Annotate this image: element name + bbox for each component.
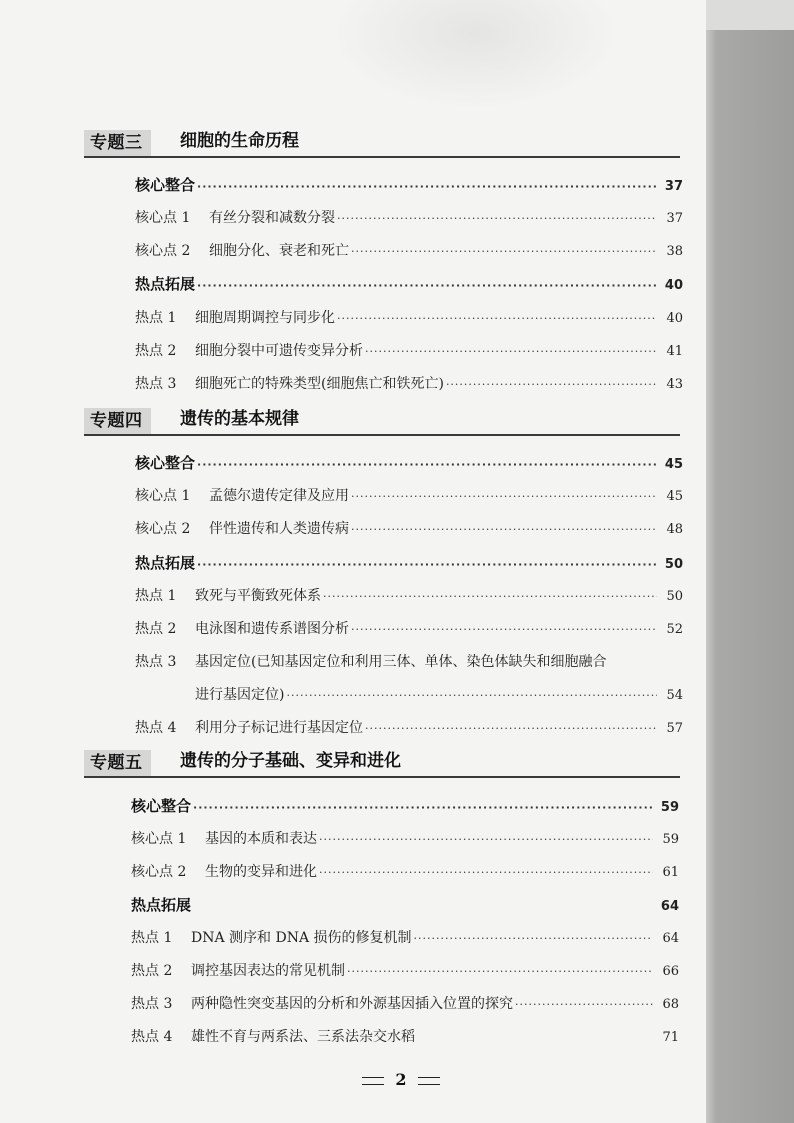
toc-entry-number: 核心点 2 bbox=[135, 521, 191, 537]
toc-page-number: 45 bbox=[664, 457, 683, 472]
toc-entry-title: 孟德尔遗传定律及应用 bbox=[209, 488, 349, 504]
page-binding-edge bbox=[706, 0, 794, 30]
print-bleed bbox=[330, 0, 620, 110]
toc-entry-number: 热点 1 bbox=[131, 930, 173, 946]
toc-page-number: 57 bbox=[666, 721, 683, 736]
toc-entry-number: 热点 2 bbox=[135, 343, 177, 359]
toc-page-number: 54 bbox=[666, 688, 683, 703]
toc-entry-title: 核心整合 bbox=[135, 176, 196, 194]
toc-entry-title: 细胞分化、衰老和死亡 bbox=[209, 243, 349, 259]
toc-entry-title: 基因定位(已知基因定位和利用三体、单体、染色体缺失和细胞融合 bbox=[195, 654, 607, 670]
toc-entry[interactable] bbox=[131, 861, 679, 883]
toc-entry-number: 核心点 1 bbox=[135, 488, 191, 504]
toc-entry-title: 细胞分裂中可遗传变异分析 bbox=[195, 343, 363, 359]
toc-entry[interactable] bbox=[135, 618, 683, 640]
toc-leader-dots bbox=[351, 619, 657, 641]
toc-leader-dots bbox=[446, 374, 657, 396]
toc-entry[interactable] bbox=[135, 307, 683, 329]
toc-entry-title: 核心整合 bbox=[135, 454, 196, 472]
toc-leader-dots bbox=[337, 208, 657, 230]
toc-page-number: 59 bbox=[660, 800, 679, 815]
toc-entry-number: 热点 4 bbox=[131, 1029, 173, 1045]
toc-page-number: 50 bbox=[664, 557, 683, 572]
toc-page-number: 38 bbox=[666, 244, 683, 259]
section-title: 遗传的基本规律 bbox=[180, 409, 299, 429]
toc-leader-dots bbox=[319, 862, 653, 884]
toc-entry[interactable] bbox=[135, 518, 683, 540]
toc-leader-dots bbox=[351, 486, 657, 508]
toc-entry-title: 基因的本质和表达 bbox=[205, 831, 317, 847]
toc-entry-title: 热点拓展 bbox=[131, 896, 192, 914]
section-label: 专题三 bbox=[84, 130, 151, 156]
toc-page-number: 43 bbox=[666, 377, 683, 392]
section-header bbox=[84, 126, 680, 158]
toc-entry-number: 核心点 2 bbox=[135, 243, 191, 259]
toc-page-number: 64 bbox=[662, 931, 679, 946]
toc-page-number: 59 bbox=[662, 832, 679, 847]
toc-entry-title: 雄性不育与两系法、三系法杂交水稻 bbox=[191, 1029, 415, 1045]
toc-leader-dots bbox=[197, 554, 657, 576]
toc-page-number: 71 bbox=[662, 1030, 679, 1045]
toc-entry[interactable] bbox=[135, 207, 683, 229]
toc-leader-dots bbox=[197, 176, 657, 198]
toc-entry-title: 热点拓展 bbox=[135, 554, 196, 572]
toc-leader-dots bbox=[351, 519, 657, 541]
toc-leader-dots bbox=[193, 797, 653, 819]
toc-page-number: 61 bbox=[662, 865, 679, 880]
toc-entry-number: 核心点 1 bbox=[135, 210, 191, 226]
toc-entry-number: 热点 1 bbox=[135, 310, 177, 326]
toc-entry[interactable] bbox=[131, 828, 679, 850]
toc-entry[interactable] bbox=[135, 273, 683, 295]
toc-leader-dots bbox=[365, 718, 657, 740]
toc-entry-number: 核心点 2 bbox=[131, 864, 187, 880]
toc-entry[interactable] bbox=[131, 1026, 679, 1048]
page-number: 2 bbox=[395, 1070, 407, 1089]
section-title: 遗传的分子基础、变异和进化 bbox=[180, 751, 401, 771]
toc-leader-dots bbox=[286, 685, 657, 707]
toc-entry[interactable] bbox=[131, 795, 679, 817]
toc-page-number: 41 bbox=[666, 344, 683, 359]
footer-ornament-right bbox=[418, 1077, 440, 1085]
toc-entry-title: 伴性遗传和人类遗传病 bbox=[209, 521, 349, 537]
toc-entry[interactable] bbox=[135, 174, 683, 196]
toc-entry-title: 生物的变异和进化 bbox=[205, 864, 317, 880]
toc-entry-number: 热点 3 bbox=[135, 376, 177, 392]
toc-page-number: 52 bbox=[666, 622, 683, 637]
toc-entry[interactable] bbox=[135, 485, 683, 507]
toc-entry-title: 细胞死亡的特殊类型(细胞焦亡和铁死亡) bbox=[195, 376, 444, 392]
toc-entry[interactable] bbox=[135, 651, 683, 673]
toc-leader-dots bbox=[414, 928, 653, 950]
toc-entry-number: 热点 3 bbox=[131, 996, 173, 1012]
toc-page-number: 48 bbox=[666, 522, 683, 537]
toc-entry-number: 热点 2 bbox=[135, 621, 177, 637]
toc-entry-title: 有丝分裂和减数分裂 bbox=[209, 210, 335, 226]
section-header bbox=[84, 746, 680, 778]
toc-entry[interactable] bbox=[135, 373, 683, 395]
toc-entry[interactable] bbox=[131, 894, 679, 916]
toc-entry-number: 热点 2 bbox=[131, 963, 173, 979]
toc-leader-dots bbox=[197, 275, 657, 297]
toc-entry[interactable] bbox=[135, 452, 683, 474]
toc-page-number: 40 bbox=[666, 311, 683, 326]
toc-leader-dots bbox=[319, 829, 653, 851]
toc-entry[interactable] bbox=[131, 960, 679, 982]
toc-entry-title-continued: 进行基因定位) bbox=[195, 687, 285, 703]
section-label: 专题五 bbox=[84, 750, 151, 776]
toc-entry[interactable] bbox=[135, 585, 683, 607]
toc-page-number: 64 bbox=[660, 899, 679, 914]
toc-page-number: 66 bbox=[662, 964, 679, 979]
toc-entry-continuation[interactable] bbox=[195, 684, 683, 706]
toc-leader-dots bbox=[351, 241, 657, 263]
toc-page-number: 45 bbox=[666, 489, 683, 504]
toc-entry[interactable] bbox=[135, 340, 683, 362]
toc-leader-dots bbox=[323, 586, 657, 608]
section-title: 细胞的生命历程 bbox=[180, 131, 299, 151]
toc-page-number: 37 bbox=[666, 211, 683, 226]
toc-entry-number: 热点 4 bbox=[135, 720, 177, 736]
toc-entry-title: 核心整合 bbox=[131, 797, 192, 815]
toc-leader-dots bbox=[347, 961, 653, 983]
toc-page-number: 50 bbox=[666, 589, 683, 604]
toc-entry[interactable] bbox=[131, 927, 679, 949]
toc-page-number: 37 bbox=[664, 179, 683, 194]
section-label: 专题四 bbox=[84, 408, 151, 434]
toc-leader-dots bbox=[197, 454, 657, 476]
toc-entry-title: 两种隐性突变基因的分析和外源基因插入位置的探究 bbox=[191, 996, 513, 1012]
toc-entry-title: 细胞周期调控与同步化 bbox=[195, 310, 335, 326]
toc-leader-dots bbox=[365, 341, 657, 363]
toc-entry-number: 热点 1 bbox=[135, 588, 177, 604]
toc-entry-title: 利用分子标记进行基因定位 bbox=[195, 720, 363, 736]
toc-entry-title: DNA 测序和 DNA 损伤的修复机制 bbox=[191, 930, 412, 946]
toc-entry-title: 电泳图和遗传系谱图分析 bbox=[195, 621, 349, 637]
toc-entry[interactable] bbox=[131, 993, 679, 1015]
section-header bbox=[84, 404, 680, 436]
toc-page-number: 40 bbox=[664, 278, 683, 293]
toc-entry[interactable] bbox=[135, 552, 683, 574]
toc-leader-dots bbox=[515, 994, 653, 1016]
toc-entry-title: 调控基因表达的常见机制 bbox=[191, 963, 345, 979]
toc-entry-title: 致死与平衡致死体系 bbox=[195, 588, 321, 604]
footer-ornament-left bbox=[362, 1077, 384, 1085]
page-footer bbox=[356, 1068, 446, 1092]
toc-entry[interactable] bbox=[135, 717, 683, 739]
toc-entry-title: 热点拓展 bbox=[135, 275, 196, 293]
toc-leader-dots bbox=[337, 308, 657, 330]
toc-entry[interactable] bbox=[135, 240, 683, 262]
toc-entry-number: 核心点 1 bbox=[131, 831, 187, 847]
page-binding-shadow bbox=[706, 0, 794, 1123]
toc-entry-number: 热点 3 bbox=[135, 654, 177, 670]
toc-page-number: 68 bbox=[662, 997, 679, 1012]
